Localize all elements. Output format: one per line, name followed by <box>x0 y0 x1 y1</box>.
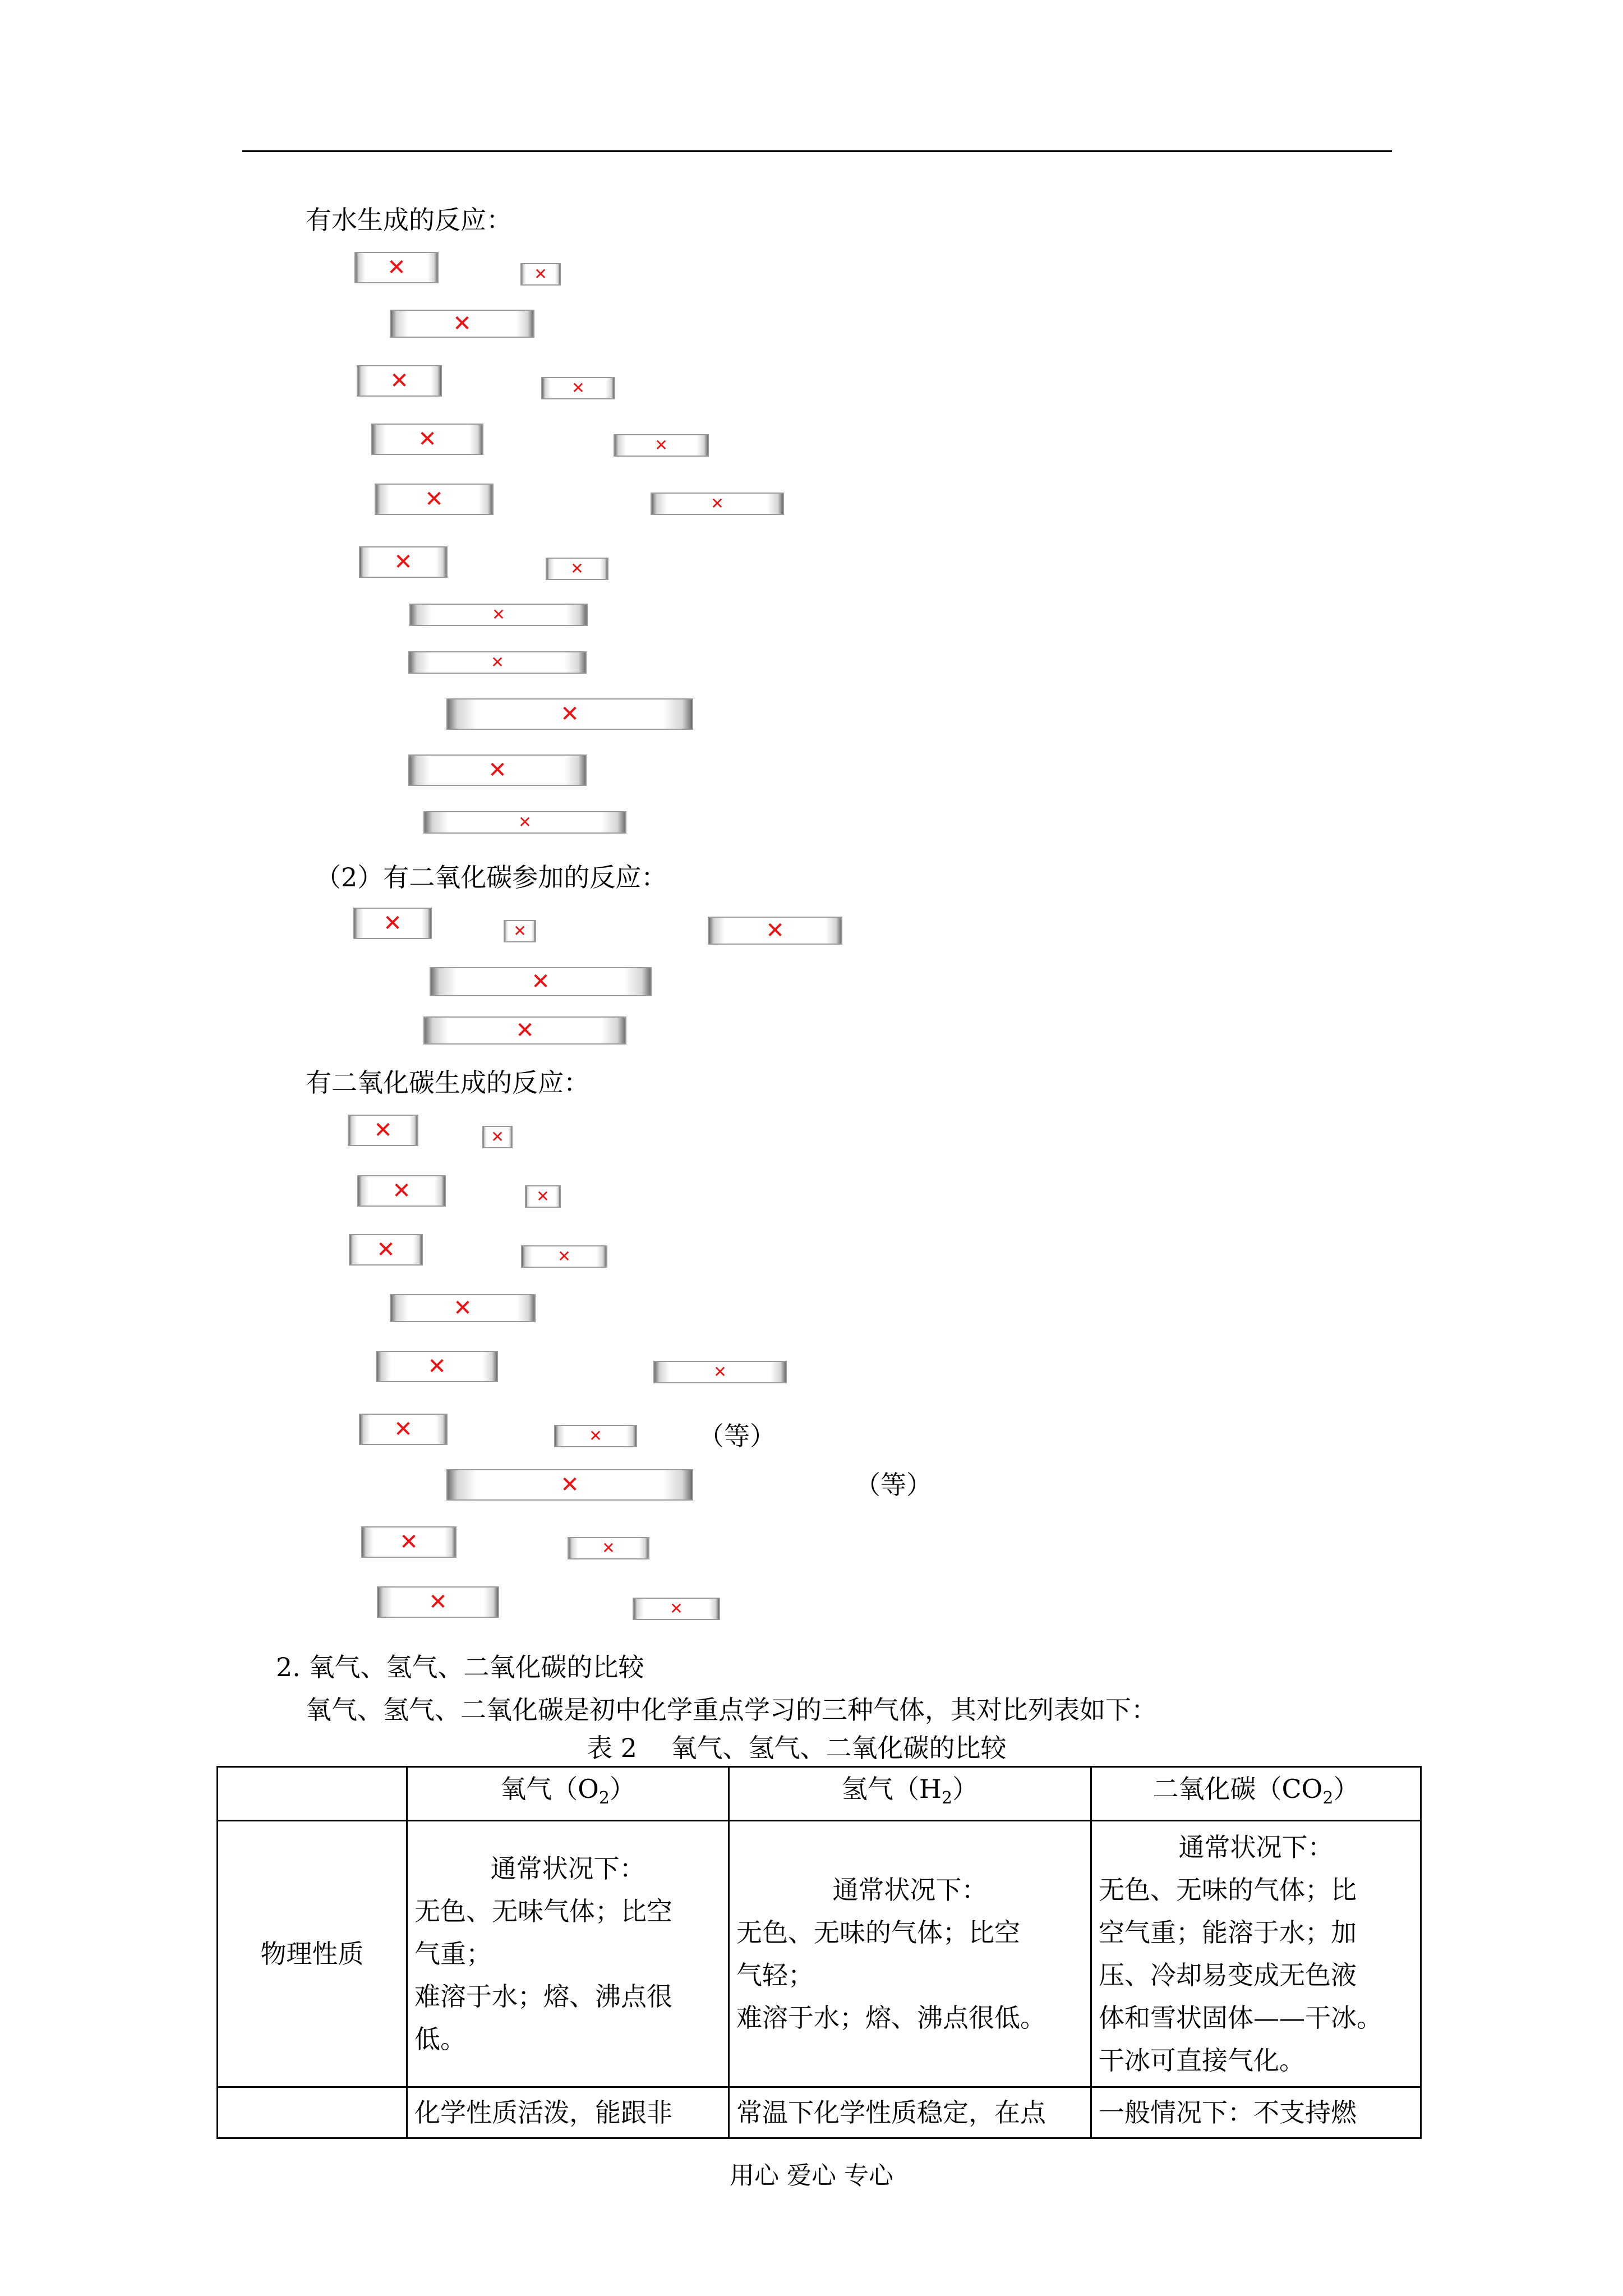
cell-hydrogen-physical: 通常状况下： 无色、无味的气体；比空 气轻； 难溶于水；熔、沸点很低。 <box>729 1821 1091 2087</box>
broken-image-icon: ✕ <box>653 1361 787 1383</box>
note-etc: （等） <box>855 1470 932 1500</box>
broken-image-icon: ✕ <box>708 917 842 945</box>
broken-image-icon: ✕ <box>446 1469 693 1501</box>
note-etc: （等） <box>698 1421 776 1451</box>
broken-image-icon: ✕ <box>633 1598 720 1620</box>
broken-image-icon: ✕ <box>409 604 588 626</box>
broken-image-icon: ✕ <box>357 1175 446 1207</box>
table-caption: 表 2 氧气、氢气、二氧化碳的比较 <box>587 1733 1007 1763</box>
broken-image-icon: ✕ <box>430 967 652 996</box>
broken-image-icon: ✕ <box>546 558 608 580</box>
broken-image-icon: ✕ <box>614 434 709 457</box>
broken-image-icon: ✕ <box>354 252 439 283</box>
intro-paragraph: 氧气、氢气、二氧化碳是初中化学重点学习的三种气体，其对比列表如下： <box>306 1695 1157 1725</box>
broken-image-icon: ✕ <box>390 310 534 338</box>
broken-image-icon: ✕ <box>520 263 561 286</box>
header-oxygen: 氧气$(O_2)$ <box>407 1767 729 1821</box>
broken-image-icon: ✕ <box>525 1185 561 1208</box>
table-row-physical <box>218 1821 1421 2087</box>
header-carbon-dioxide: 二氧化碳$(CO_2)$ <box>1091 1767 1421 1821</box>
broken-image-icon: ✕ <box>349 1234 423 1266</box>
table-header-row <box>218 1767 1421 1821</box>
cell-co2-chemical: 一般情况下：不支持燃 <box>1091 2087 1421 2138</box>
row-label-chemical <box>218 2087 407 2138</box>
broken-image-icon: ✕ <box>521 1245 607 1268</box>
heading-water-produced: 有水生成的反应： <box>306 205 512 235</box>
comparison-table <box>216 1766 1422 2139</box>
broken-image-icon: ✕ <box>377 1586 499 1618</box>
broken-image-icon: ✕ <box>348 1115 418 1146</box>
broken-image-icon: ✕ <box>359 1414 448 1445</box>
table-row-chemical <box>218 2087 1421 2138</box>
broken-image-icon: ✕ <box>541 377 615 399</box>
broken-image-icon: ✕ <box>357 365 442 397</box>
header-blank-cell <box>218 1767 407 1821</box>
header-rule <box>242 150 1392 152</box>
broken-image-icon: ✕ <box>423 1016 626 1045</box>
cell-hydrogen-chemical: 常温下化学性质稳定，在点 <box>729 2087 1091 2138</box>
section-heading: 2. 氧气、氢气、二氧化碳的比较 <box>276 1652 644 1682</box>
cell-oxygen-physical: 通常状况下： 无色、无味气体；比空 气重； 难溶于水；熔、沸点很 低。 <box>407 1821 729 2087</box>
broken-image-icon: ✕ <box>504 920 536 942</box>
broken-image-icon: ✕ <box>390 1294 536 1322</box>
header-hydrogen: 氢气$(H_2)$ <box>729 1767 1091 1821</box>
broken-image-icon: ✕ <box>408 754 587 786</box>
broken-image-icon: ✕ <box>353 908 432 939</box>
broken-image-icon: ✕ <box>568 1537 649 1559</box>
page-footer: 用心 爱心 专心 <box>730 2161 893 2190</box>
broken-image-icon: ✕ <box>482 1126 513 1148</box>
broken-image-icon: ✕ <box>376 1351 498 1382</box>
cell-oxygen-chemical: 化学性质活泼，能跟非 <box>407 2087 729 2138</box>
broken-image-icon: ✕ <box>375 484 494 515</box>
broken-image-icon: ✕ <box>361 1526 457 1558</box>
heading-co2-participates: （2）有二氧化碳参加的反应： <box>315 862 667 892</box>
broken-image-icon: ✕ <box>408 651 587 674</box>
broken-image-icon: ✕ <box>554 1425 637 1447</box>
broken-image-icon: ✕ <box>446 698 693 730</box>
broken-image-icon: ✕ <box>423 811 626 834</box>
broken-image-icon: ✕ <box>371 424 483 455</box>
broken-image-icon: ✕ <box>359 546 448 578</box>
broken-image-icon: ✕ <box>651 493 784 515</box>
row-label-physical: 物理性质 <box>218 1821 407 2087</box>
cell-co2-physical: 通常状况下： 无色、无味的气体；比 空气重；能溶于水；加 压、冷却易变成无色液 体和雪状固体——干冰。 干冰可直接气化。 <box>1091 1821 1421 2087</box>
heading-co2-produced: 有二氧化碳生成的反应： <box>306 1068 589 1098</box>
